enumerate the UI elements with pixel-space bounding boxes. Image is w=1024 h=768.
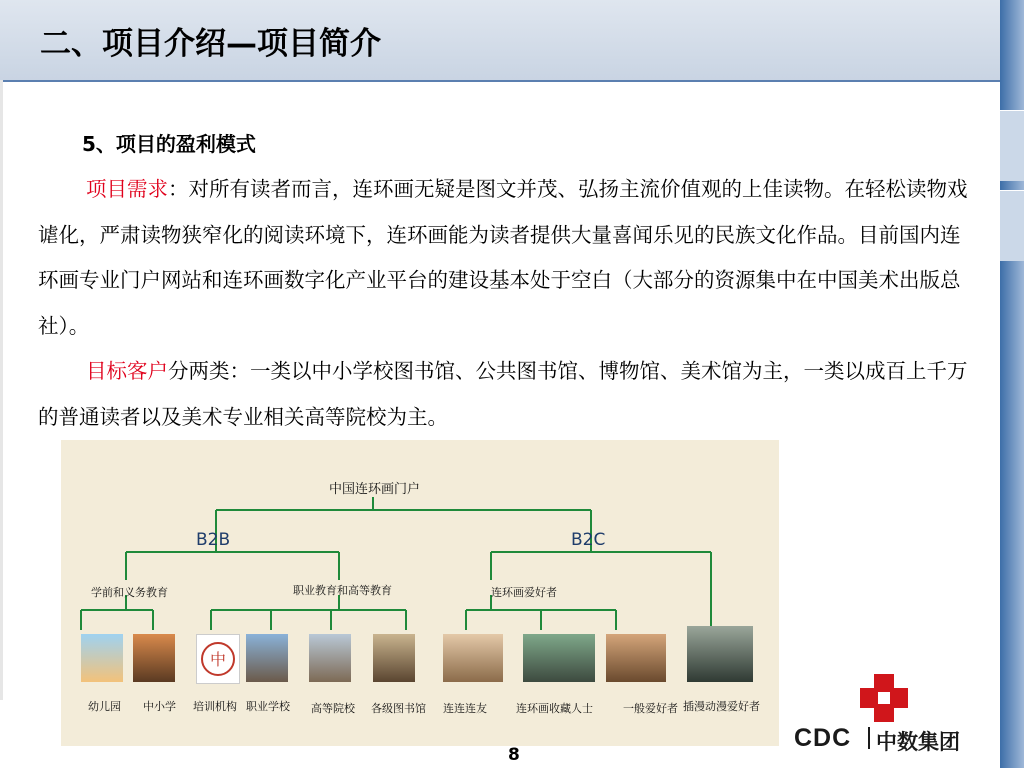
svg-text:中: 中 — [209, 650, 227, 669]
training-logo-image — [196, 634, 240, 684]
paragraph-customers — [38, 349, 973, 440]
leaf-label: 连环画收藏人士 — [516, 702, 593, 715]
slide-header — [0, 0, 1000, 82]
customers-label: 目标客户 — [86, 359, 168, 383]
logo-divider — [868, 727, 870, 749]
leaf-label: 插漫动漫爱好者 — [683, 700, 760, 713]
page-number: 8 — [508, 745, 520, 765]
demand-text: ：对所有读者而言，连环画无疑是图文并茂、弘扬主流价值观的上佳读物。在轻松读物戏谑化，严肃读物狭窄化的阅读环境下，连环画能为读者提供大量喜闻乐见的民族文化作品。目前国内连环画专业门户网站和连环画数字化产业平台的建设基本处于空白（大部分的资源集中在中国美术出版总社）。 — [38, 177, 968, 338]
school-photo — [133, 634, 175, 682]
general-fans-photo — [606, 634, 666, 682]
library-photo — [373, 634, 415, 682]
leaf-label: 培训机构 — [193, 700, 237, 713]
group-label-k12: 学前和义务教育 — [91, 586, 168, 599]
kindergarten-photo — [81, 634, 123, 682]
side-bar-segment — [1000, 110, 1024, 181]
diagram-root-label: 中国连环画门户 — [329, 482, 421, 497]
anime-fans-photo — [687, 626, 753, 682]
decorative-side-bar — [1000, 0, 1024, 768]
university-photo — [309, 634, 351, 682]
leaf-label: 连连连友 — [443, 702, 487, 715]
b2b-label: B2B — [196, 530, 231, 550]
group-label-higher-ed: 职业教育和高等教育 — [293, 584, 392, 597]
leaf-label: 高等院校 — [311, 702, 355, 715]
customers-text: 分两类：一类以中小学校图书馆、公共图书馆、博物馆、美术馆为主，一类以成百上千万的普通读者以及美术专业相关高等院校为主。 — [38, 359, 968, 429]
logo-brand-text: CDC — [794, 724, 852, 752]
slide-title: 二、项目介绍—项目简介 — [40, 26, 381, 62]
body-text — [38, 122, 973, 440]
logo-company-name: 中数集团 — [876, 730, 960, 754]
side-bar-segment — [1000, 190, 1024, 261]
leaf-label: 职业学校 — [246, 700, 290, 713]
leaf-label: 中小学 — [143, 700, 176, 713]
demand-label: 项目需求 — [86, 177, 168, 201]
fans-photo — [443, 634, 503, 682]
leaf-label: 各级图书馆 — [371, 702, 426, 715]
leaf-label: 一般爱好者 — [623, 702, 678, 715]
collectors-photo — [523, 634, 595, 682]
company-logo — [790, 672, 990, 752]
b2c-label: B2C — [571, 530, 606, 550]
business-model-diagram — [61, 440, 779, 746]
left-edge-line — [0, 80, 3, 700]
group-label-fans: 连环画爱好者 — [491, 586, 557, 599]
leaf-label: 幼儿园 — [88, 700, 121, 713]
section-subheading: 5、项目的盈利模式 — [82, 132, 256, 156]
vocational-school-photo — [246, 634, 288, 682]
paragraph-demand — [38, 167, 973, 349]
